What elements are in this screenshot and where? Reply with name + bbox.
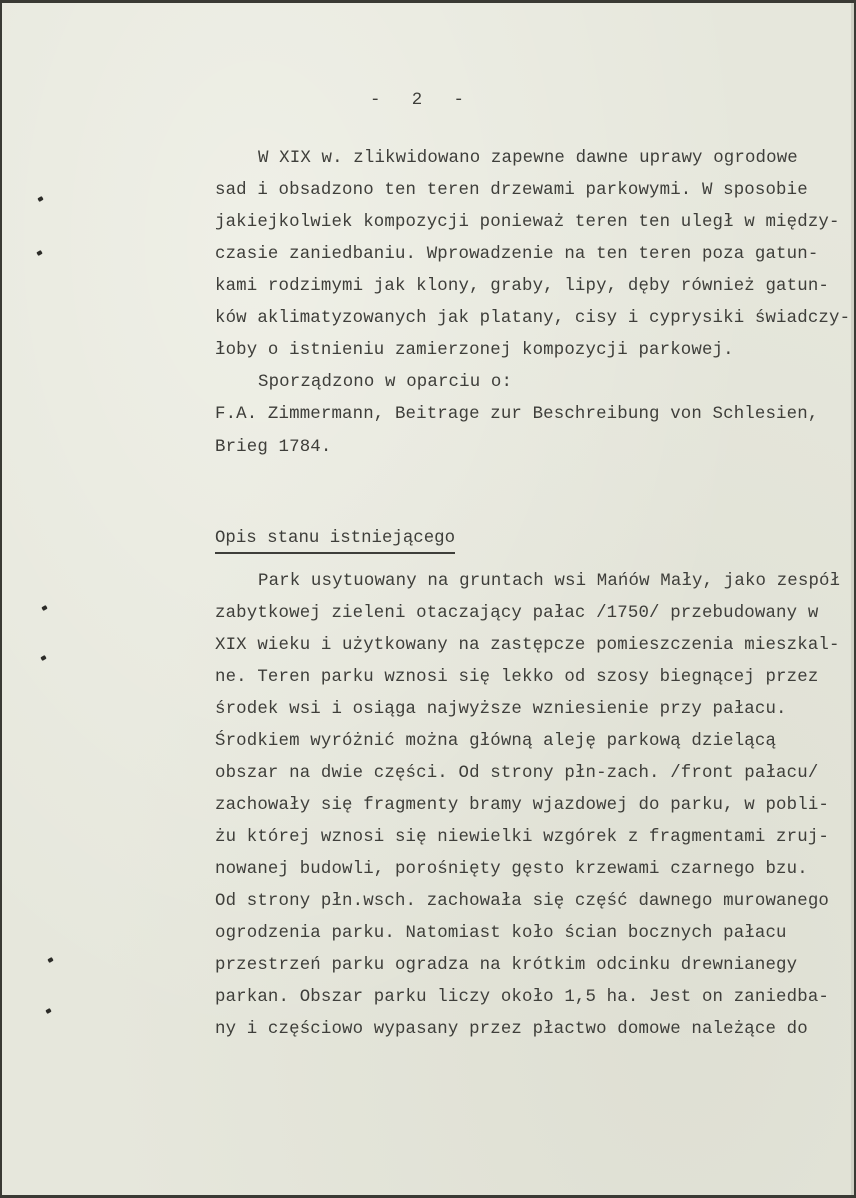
paragraph-line: W XIX w. zlikwidowano zapewne dawne uprawy ogrodowe [258, 149, 798, 168]
paragraph-line: czasie zaniedbaniu. Wprowadzenie na ten teren poza gatun- [215, 245, 819, 264]
page-number: - 2 - [370, 91, 464, 110]
paragraph-line: Park usytuowany na gruntach wsi Mańów Mały, jako zespół [258, 572, 841, 591]
paragraph-line: żu której wznosi się niewielki wzgórek z fragmentami zruj- [215, 828, 829, 847]
paragraph-line: ne. Teren parku wznosi się lekko od szosy biegnącej przez [215, 668, 819, 687]
section-heading: Opis stanu istniejącego [215, 529, 455, 554]
paragraph-line: zabytkowej zieleni otaczający pałac /1750/ przebudowany w [215, 604, 819, 623]
paragraph-line: Środkiem wyróżnić można główną aleję parkową dzielącą [215, 732, 777, 751]
margin-mark-icon [36, 250, 42, 256]
margin-mark-icon [40, 655, 46, 661]
paragraph-line: kami rodzimymi jak klony, graby, lipy, dęby również gatun- [215, 277, 829, 296]
source-citation: F.A. Zimmermann, Beitrage zur Beschreibung von Schlesien, [215, 405, 819, 424]
paragraph-line: ków aklimatyzowanych jak platany, cisy i cyprysiki świadczy- [215, 309, 851, 328]
paragraph-line: XIX wieku i użytkowany na zastępcze pomieszczenia mieszkal- [215, 636, 840, 655]
paragraph-line: parkan. Obszar parku liczy około 1,5 ha. Jest on zaniedba- [215, 988, 829, 1007]
paragraph-line: zachowały się fragmenty bramy wjazdowej do parku, w pobli- [215, 796, 829, 815]
paragraph-line: przestrzeń parku ogradza na krótkim odcinku drewnianegy [215, 956, 798, 975]
paragraph-line: ny i częściowo wypasany przez płactwo domowe należące do [215, 1020, 808, 1039]
paragraph-line: obszar na dwie części. Od strony płn-zach. /front pałacu/ [215, 764, 819, 783]
margin-mark-icon [41, 605, 47, 611]
paragraph-line: środek wsi i osiąga najwyższe wzniesienie przy pałacu. [215, 700, 787, 719]
paragraph-line: łoby o istnieniu zamierzonej kompozycji parkowej. [215, 341, 734, 360]
page-edge [851, 3, 854, 1195]
paragraph-line: sad i obsadzono ten teren drzewami parkowymi. W sposobie [215, 181, 808, 200]
margin-mark-icon [47, 957, 53, 963]
margin-mark-icon [37, 196, 43, 202]
paragraph-line: ogrodzenia parku. Natomiast koło ścian bocznych pałacu [215, 924, 787, 943]
document-page [2, 3, 854, 1195]
paragraph-line: nowanej budowli, porośnięty gęsto krzewami czarnego bzu. [215, 860, 808, 879]
paragraph-line: jakiejkolwiek kompozycji ponieważ teren ten uległ w między- [215, 213, 840, 232]
source-citation: Brieg 1784. [215, 438, 332, 457]
margin-mark-icon [45, 1008, 51, 1014]
source-intro: Sporządzono w oparciu o: [258, 373, 513, 392]
paragraph-line: Od strony płn.wsch. zachowała się część dawnego murowanego [215, 892, 829, 911]
